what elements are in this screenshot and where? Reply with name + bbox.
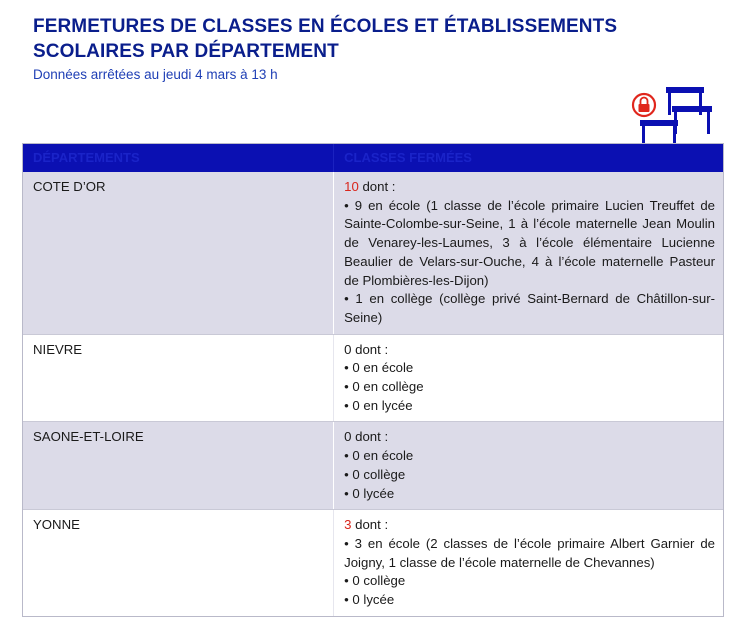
closure-count: 10 <box>344 179 359 194</box>
department-cell: YONNE <box>23 510 334 616</box>
table-row <box>23 334 723 422</box>
closures-table <box>22 143 724 617</box>
detail-line: • 0 en école <box>344 360 414 376</box>
count-line: 10 dont : <box>344 179 396 194</box>
detail-line: • 1 en collège (collège privé Saint-Bernard de Châtillon-sur-Seine) <box>344 291 715 325</box>
table-row <box>23 509 723 616</box>
table-row <box>23 421 723 509</box>
detail-line: • 3 en école (2 classes de l’école primaire Albert Garnier de Joigny, 1 classe de l’école maternelle de Chevannes) <box>344 535 715 570</box>
closures-cell <box>334 172 723 334</box>
department-cell: SAONE-ET-LOIRE <box>23 422 334 509</box>
detail-line: • 0 en collège <box>344 379 424 395</box>
locked-school-desks-icon <box>628 84 714 144</box>
count-line: 0 dont : <box>344 341 389 357</box>
header-departements: DÉPARTEMENTS <box>23 144 334 172</box>
detail-line: • 0 collège <box>344 466 406 482</box>
detail-line: • 0 collège <box>344 573 406 589</box>
detail-line: • 0 lycée <box>344 485 395 501</box>
department-cell: COTE D’OR <box>23 172 334 334</box>
department-cell: NIEVRE <box>23 335 334 422</box>
detail-line: • 0 en école <box>344 448 414 464</box>
closure-count: 3 <box>344 517 352 533</box>
page-title: FERMETURES DE CLASSES EN ÉCOLES ET ÉTABLISSEMENTS SCOLAIRES PAR DÉPARTEMENT <box>33 16 618 62</box>
closure-count: 0 <box>344 429 352 445</box>
count-line: 3 dont : <box>344 517 389 533</box>
closures-cell <box>334 335 723 422</box>
closures-cell <box>334 422 723 509</box>
header-classes-fermees: CLASSES FERMÉES <box>344 150 472 165</box>
page-subtitle: Données arrêtées au jeudi 4 mars à 13 h <box>33 67 278 82</box>
count-line: 0 dont : <box>344 429 389 445</box>
detail-line: • 0 en lycée <box>344 397 413 413</box>
table-row <box>23 172 723 334</box>
detail-line: • 9 en école (1 classe de l’école primaire Lucien Treuffet de Sainte-Colombe-sur-Seine, 1 à l’école maternelle Jean Moulin de Venarey-les-Laumes, 3 à l’école élémentaire Lucienne Beaulier de Velars-sur-Ouche, 4 à l’école maternelle Pasteur de Plombières-les-Dijon) <box>344 197 715 288</box>
closure-count: 0 <box>344 341 352 357</box>
detail-line: • 0 lycée <box>344 592 395 608</box>
table-header <box>23 144 723 172</box>
closures-cell <box>334 510 723 616</box>
